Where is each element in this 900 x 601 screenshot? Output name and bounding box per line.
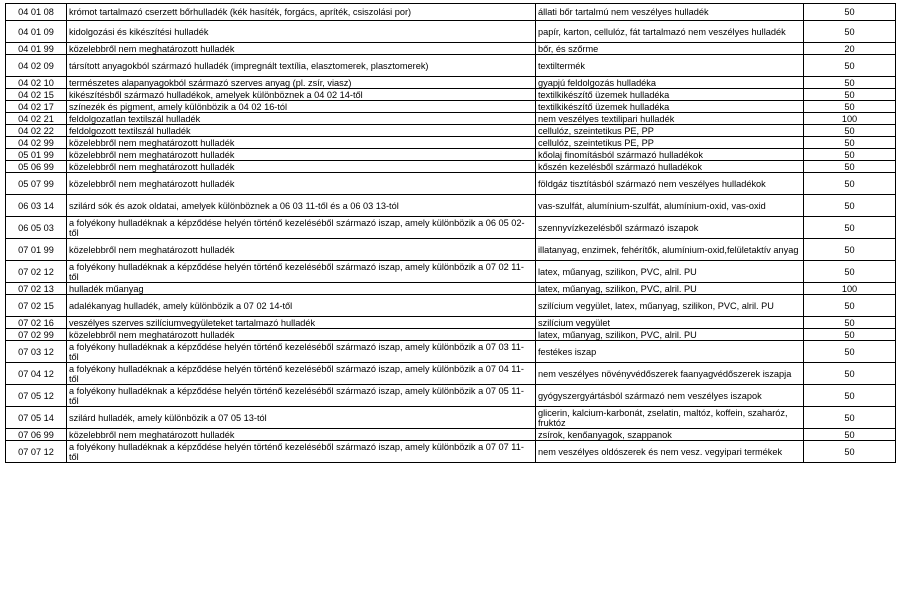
waste-amount-cell: 50 bbox=[804, 261, 896, 283]
waste-description-cell: hulladék műanyag bbox=[67, 283, 536, 295]
waste-amount-cell: 50 bbox=[804, 217, 896, 239]
waste-amount-cell: 50 bbox=[804, 55, 896, 77]
waste-origin-cell: nem veszélyes növényvédőszerek faanyagvédőszerek iszapja bbox=[536, 363, 804, 385]
waste-code-cell: 04 02 10 bbox=[6, 77, 67, 89]
table-row bbox=[6, 239, 896, 261]
table-row bbox=[6, 21, 896, 43]
waste-amount-cell: 50 bbox=[804, 125, 896, 137]
waste-code-cell: 05 06 99 bbox=[6, 161, 67, 173]
waste-amount-cell: 50 bbox=[804, 239, 896, 261]
waste-origin-cell: latex, műanyag, szilikon, PVC, alril. PU bbox=[536, 283, 804, 295]
waste-amount-cell: 50 bbox=[804, 173, 896, 195]
waste-amount-cell: 50 bbox=[804, 407, 896, 429]
waste-amount-cell: 20 bbox=[804, 43, 896, 55]
waste-table bbox=[5, 3, 896, 463]
waste-origin-cell: gyógyszergyártásból származó nem veszélyes iszapok bbox=[536, 385, 804, 407]
waste-code-cell: 07 05 12 bbox=[6, 385, 67, 407]
waste-code-cell: 07 02 13 bbox=[6, 283, 67, 295]
waste-amount-cell: 100 bbox=[804, 283, 896, 295]
waste-amount-cell: 50 bbox=[804, 89, 896, 101]
waste-origin-cell: kőolaj finomításból származó hulladékok bbox=[536, 149, 804, 161]
waste-amount-cell: 50 bbox=[804, 149, 896, 161]
waste-origin-cell: textiltermék bbox=[536, 55, 804, 77]
table-row bbox=[6, 161, 896, 173]
table-row bbox=[6, 363, 896, 385]
waste-code-cell: 04 01 08 bbox=[6, 4, 67, 21]
waste-code-cell: 04 01 09 bbox=[6, 21, 67, 43]
waste-description-cell: társított anyagokból származó hulladék (impregnált textília, elasztomerek, plasztomerek) bbox=[67, 55, 536, 77]
waste-code-cell: 04 02 15 bbox=[6, 89, 67, 101]
waste-code-cell: 07 03 12 bbox=[6, 341, 67, 363]
waste-code-cell: 04 02 17 bbox=[6, 101, 67, 113]
waste-code-cell: 07 05 14 bbox=[6, 407, 67, 429]
table-row bbox=[6, 113, 896, 125]
waste-description-cell: a folyékony hulladéknak a képződése helyén történő kezeléséből származó iszap, amely különbözik a 07 03 11-től bbox=[67, 341, 536, 363]
waste-code-cell: 04 02 99 bbox=[6, 137, 67, 149]
waste-description-cell: a folyékony hulladéknak a képződése helyén történő kezeléséből származó iszap, amely különbözik a 07 02 11-től bbox=[67, 261, 536, 283]
waste-code-cell: 07 02 99 bbox=[6, 329, 67, 341]
waste-code-cell: 04 02 21 bbox=[6, 113, 67, 125]
table-row bbox=[6, 89, 896, 101]
waste-amount-cell: 50 bbox=[804, 101, 896, 113]
table-row bbox=[6, 55, 896, 77]
waste-description-cell: természetes alapanyagokból származó szerves anyag (pl. zsír, viasz) bbox=[67, 77, 536, 89]
table-row bbox=[6, 283, 896, 295]
table-row bbox=[6, 125, 896, 137]
waste-origin-cell: bőr, és szőrme bbox=[536, 43, 804, 55]
waste-description-cell: veszélyes szerves szilíciumvegyületeket tartalmazó hulladék bbox=[67, 317, 536, 329]
waste-table-body bbox=[6, 4, 896, 463]
waste-description-cell: színezék és pigment, amely különbözik a 04 02 16-tól bbox=[67, 101, 536, 113]
waste-amount-cell: 50 bbox=[804, 429, 896, 441]
waste-description-cell: szilárd sók és azok oldatai, amelyek különböznek a 06 03 11-től és a 06 03 13-tól bbox=[67, 195, 536, 217]
waste-origin-cell: szilícium vegyület bbox=[536, 317, 804, 329]
table-row bbox=[6, 101, 896, 113]
table-row bbox=[6, 429, 896, 441]
waste-code-cell: 04 02 09 bbox=[6, 55, 67, 77]
waste-code-cell: 07 04 12 bbox=[6, 363, 67, 385]
table-row bbox=[6, 407, 896, 429]
waste-description-cell: a folyékony hulladéknak a képződése helyén történő kezeléséből származó iszap, amely különbözik a 06 05 02-től bbox=[67, 217, 536, 239]
waste-description-cell: feldolgozatlan textilszál hulladék bbox=[67, 113, 536, 125]
waste-description-cell: krómot tartalmazó cserzett bőrhulladék (kék hasíték, forgács, apríték, csiszolási por) bbox=[67, 4, 536, 21]
table-row bbox=[6, 261, 896, 283]
waste-origin-cell: gyapjú feldolgozás hulladéka bbox=[536, 77, 804, 89]
waste-amount-cell: 50 bbox=[804, 161, 896, 173]
waste-description-cell: szilárd hulladék, amely különbözik a 07 05 13-tól bbox=[67, 407, 536, 429]
waste-code-cell: 06 05 03 bbox=[6, 217, 67, 239]
waste-code-cell: 07 06 99 bbox=[6, 429, 67, 441]
table-row bbox=[6, 341, 896, 363]
waste-code-cell: 07 02 12 bbox=[6, 261, 67, 283]
waste-amount-cell: 50 bbox=[804, 441, 896, 463]
waste-code-cell: 04 02 22 bbox=[6, 125, 67, 137]
waste-origin-cell: glicerin, kalcium-karbonát, zselatin, maltóz, koffein, szaharóz, fruktóz bbox=[536, 407, 804, 429]
waste-code-cell: 07 01 99 bbox=[6, 239, 67, 261]
waste-description-cell: kikészítésből származó hulladékok, amelyek különböznek a 04 02 14-től bbox=[67, 89, 536, 101]
waste-origin-cell: nem veszélyes oldószerek és nem vesz. vegyipari termékek bbox=[536, 441, 804, 463]
waste-origin-cell: állati bőr tartalmú nem veszélyes hulladék bbox=[536, 4, 804, 21]
waste-amount-cell: 50 bbox=[804, 4, 896, 21]
waste-code-cell: 07 02 15 bbox=[6, 295, 67, 317]
waste-description-cell: a folyékony hulladéknak a képződése helyén történő kezeléséből származó iszap, amely különbözik a 07 04 11-től bbox=[67, 363, 536, 385]
waste-origin-cell: szilícium vegyület, latex, műanyag, szilikon, PVC, alril. PU bbox=[536, 295, 804, 317]
waste-origin-cell: textilkikészítő üzemek hulladéka bbox=[536, 101, 804, 113]
table-row bbox=[6, 329, 896, 341]
table-row bbox=[6, 43, 896, 55]
waste-origin-cell: latex, műanyag, szilikon, PVC, alril. PU bbox=[536, 329, 804, 341]
table-row bbox=[6, 149, 896, 161]
waste-description-cell: feldolgozott textilszál hulladék bbox=[67, 125, 536, 137]
waste-code-cell: 05 01 99 bbox=[6, 149, 67, 161]
waste-amount-cell: 50 bbox=[804, 385, 896, 407]
table-row bbox=[6, 195, 896, 217]
waste-origin-cell: papír, karton, cellulóz, fát tartalmazó nem veszélyes hulladék bbox=[536, 21, 804, 43]
waste-code-cell: 05 07 99 bbox=[6, 173, 67, 195]
waste-amount-cell: 50 bbox=[804, 295, 896, 317]
table-row bbox=[6, 217, 896, 239]
waste-description-cell: közelebbről nem meghatározott hulladék bbox=[67, 43, 536, 55]
waste-origin-cell: illatanyag, enzimek, fehérítők, alumínium-oxid,felületaktív anyag bbox=[536, 239, 804, 261]
waste-origin-cell: cellulóz, szeintetikus PE, PP bbox=[536, 125, 804, 137]
waste-origin-cell: szennyvízkezelésből származó iszapok bbox=[536, 217, 804, 239]
waste-origin-cell: textilkikészítő üzemek hulladéka bbox=[536, 89, 804, 101]
waste-origin-cell: kőszén kezelésből származó hulladékok bbox=[536, 161, 804, 173]
table-row bbox=[6, 295, 896, 317]
waste-description-cell: közelebbről nem meghatározott hulladék bbox=[67, 173, 536, 195]
waste-amount-cell: 50 bbox=[804, 317, 896, 329]
waste-description-cell: kidolgozási és kikészítési hulladék bbox=[67, 21, 536, 43]
waste-description-cell: közelebbről nem meghatározott hulladék bbox=[67, 161, 536, 173]
waste-origin-cell: nem veszélyes textilipari hulladék bbox=[536, 113, 804, 125]
table-row bbox=[6, 4, 896, 21]
waste-amount-cell: 100 bbox=[804, 113, 896, 125]
table-row bbox=[6, 173, 896, 195]
waste-origin-cell: földgáz tisztításból származó nem veszélyes hulladékok bbox=[536, 173, 804, 195]
table-row bbox=[6, 385, 896, 407]
waste-description-cell: a folyékony hulladéknak a képződése helyén történő kezeléséből származó iszap, amely különbözik a 07 05 11-től bbox=[67, 385, 536, 407]
waste-code-cell: 06 03 14 bbox=[6, 195, 67, 217]
waste-origin-cell: zsírok, kenőanyagok, szappanok bbox=[536, 429, 804, 441]
table-row bbox=[6, 137, 896, 149]
waste-amount-cell: 50 bbox=[804, 195, 896, 217]
waste-description-cell: közelebbről nem meghatározott hulladék bbox=[67, 239, 536, 261]
table-row bbox=[6, 77, 896, 89]
waste-amount-cell: 50 bbox=[804, 77, 896, 89]
waste-amount-cell: 50 bbox=[804, 341, 896, 363]
waste-amount-cell: 50 bbox=[804, 21, 896, 43]
waste-code-cell: 07 07 12 bbox=[6, 441, 67, 463]
document-page bbox=[5, 3, 895, 463]
waste-code-cell: 04 01 99 bbox=[6, 43, 67, 55]
waste-code-cell: 07 02 16 bbox=[6, 317, 67, 329]
waste-description-cell: adalékanyag hulladék, amely különbözik a 07 02 14-től bbox=[67, 295, 536, 317]
waste-origin-cell: latex, műanyag, szilikon, PVC, alril. PU bbox=[536, 261, 804, 283]
waste-origin-cell: festékes iszap bbox=[536, 341, 804, 363]
waste-amount-cell: 50 bbox=[804, 329, 896, 341]
waste-description-cell: a folyékony hulladéknak a képződése helyén történő kezeléséből származó iszap, amely különbözik a 07 07 11-től bbox=[67, 441, 536, 463]
waste-amount-cell: 50 bbox=[804, 137, 896, 149]
waste-amount-cell: 50 bbox=[804, 363, 896, 385]
table-row bbox=[6, 317, 896, 329]
waste-origin-cell: cellulóz, szeintetikus PE, PP bbox=[536, 137, 804, 149]
waste-description-cell: közelebbről nem meghatározott hulladék bbox=[67, 429, 536, 441]
table-row bbox=[6, 441, 896, 463]
waste-description-cell: közelebbről nem meghatározott hulladék bbox=[67, 149, 536, 161]
waste-origin-cell: vas-szulfát, alumínium-szulfát, alumínium-oxid, vas-oxid bbox=[536, 195, 804, 217]
waste-description-cell: közelebbről nem meghatározott hulladék bbox=[67, 137, 536, 149]
waste-description-cell: közelebbről nem meghatározott hulladék bbox=[67, 329, 536, 341]
